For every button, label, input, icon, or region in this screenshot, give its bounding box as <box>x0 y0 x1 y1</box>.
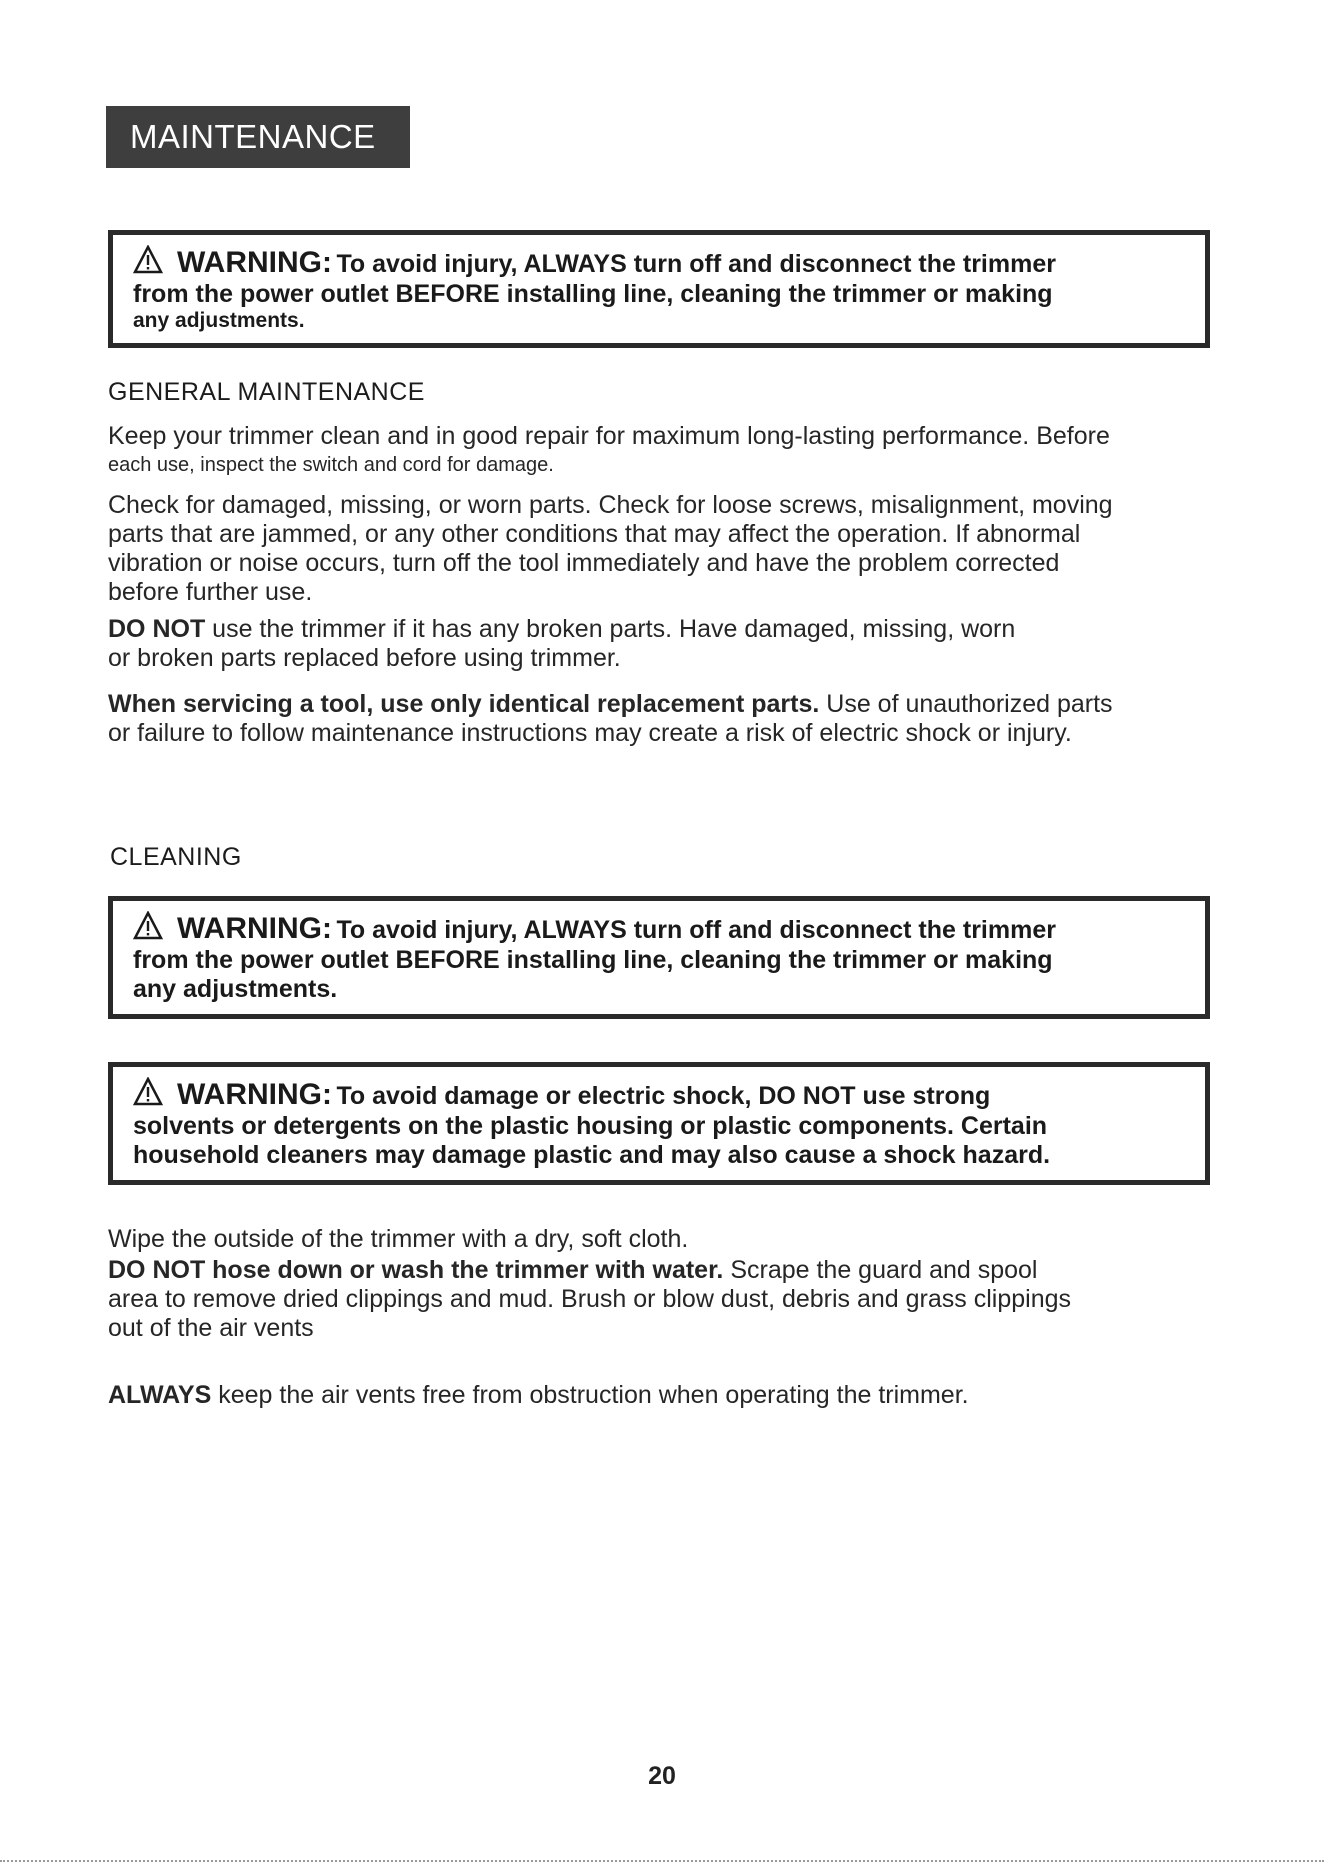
warning-text: solvents or detergents on the plastic housing or plastic components. Certain <box>133 1112 1048 1140</box>
paragraph-line: or failure to follow maintenance instructions may create a risk of electric shock or injury. <box>108 719 1072 747</box>
paragraph-line: each use, inspect the switch and cord for damage. <box>108 454 554 476</box>
paragraph-line: Check for damaged, missing, or worn parts. Check for loose screws, misalignment, moving <box>108 491 1113 519</box>
warning-label: WARNING: <box>177 1078 332 1111</box>
cleaning-heading: CLEANING <box>110 843 242 871</box>
warning-text: To avoid damage or electric shock, DO NOT use strong <box>336 1082 991 1110</box>
warning-text: from the power outlet BEFORE installing line, cleaning the trimmer or making <box>133 946 1053 974</box>
paragraph-line: before further use. <box>108 578 313 606</box>
warning-text: To avoid injury, ALWAYS turn off and disconnect the trimmer <box>336 250 1056 278</box>
emphasis-text: When servicing a tool, use only identical replacement parts. <box>108 690 820 718</box>
paragraph-line: or broken parts replaced before using trimmer. <box>108 644 621 672</box>
warning-triangle-icon <box>133 245 163 275</box>
cleaning-paragraph-3 <box>108 1381 1228 1410</box>
paragraph-line: Keep your trimmer clean and in good repair for maximum long-lasting performance. Before <box>108 422 1110 450</box>
bottom-divider <box>0 1860 1324 1862</box>
paragraph-line: out of the air vents <box>108 1314 314 1342</box>
section-title-banner <box>106 106 410 168</box>
warning-box-injury <box>108 230 1210 348</box>
warning-box-shock <box>108 1062 1210 1185</box>
warning-label: WARNING: <box>177 246 332 279</box>
warning-triangle-icon <box>133 1077 163 1107</box>
general-paragraph-1 <box>108 422 1228 480</box>
warning-text: from the power outlet BEFORE installing line, cleaning the trimmer or making <box>133 280 1053 308</box>
paragraph-text: Scrape the guard and spool <box>723 1256 1038 1284</box>
paragraph-line: Wipe the outside of the trimmer with a dry, soft cloth. <box>108 1225 689 1253</box>
paragraph-text: keep the air vents free from obstruction when operating the trimmer. <box>211 1381 969 1409</box>
page-number: 20 <box>648 1762 676 1790</box>
warning-text: household cleaners may damage plastic and may also cause a shock hazard. <box>133 1141 1051 1169</box>
cleaning-paragraph-2 <box>108 1256 1228 1343</box>
warning-text: To avoid injury, ALWAYS turn off and disconnect the trimmer <box>336 916 1056 944</box>
emphasis-text: ALWAYS <box>108 1381 212 1409</box>
emphasis-text: DO NOT hose down or wash the trimmer with water. <box>108 1256 724 1284</box>
paragraph-line: vibration or noise occurs, turn off the tool immediately and have the problem corrected <box>108 549 1060 577</box>
paragraph-text: Use of unauthorized parts <box>819 690 1113 718</box>
emphasis-text: DO NOT <box>108 615 206 643</box>
general-paragraph-3 <box>108 615 1228 673</box>
paragraph-line: area to remove dried clippings and mud. Brush or blow dust, debris and grass clippings <box>108 1285 1072 1313</box>
warning-text: any adjustments. <box>133 309 305 332</box>
general-paragraph-4 <box>108 690 1228 748</box>
warning-label: WARNING: <box>177 912 332 945</box>
section-title: MAINTENANCE <box>130 118 376 155</box>
paragraph-line: parts that are jammed, or any other conditions that may affect the operation. If abnormal <box>108 520 1081 548</box>
warning-text: any adjustments. <box>133 975 338 1003</box>
general-maintenance-heading: GENERAL MAINTENANCE <box>108 378 425 406</box>
warning-box-injury-cleaning <box>108 896 1210 1019</box>
cleaning-paragraph-1 <box>108 1225 1228 1254</box>
warning-triangle-icon <box>133 911 163 941</box>
paragraph-text: use the trimmer if it has any broken parts. Have damaged, missing, worn <box>205 615 1016 643</box>
general-paragraph-2 <box>108 491 1228 607</box>
